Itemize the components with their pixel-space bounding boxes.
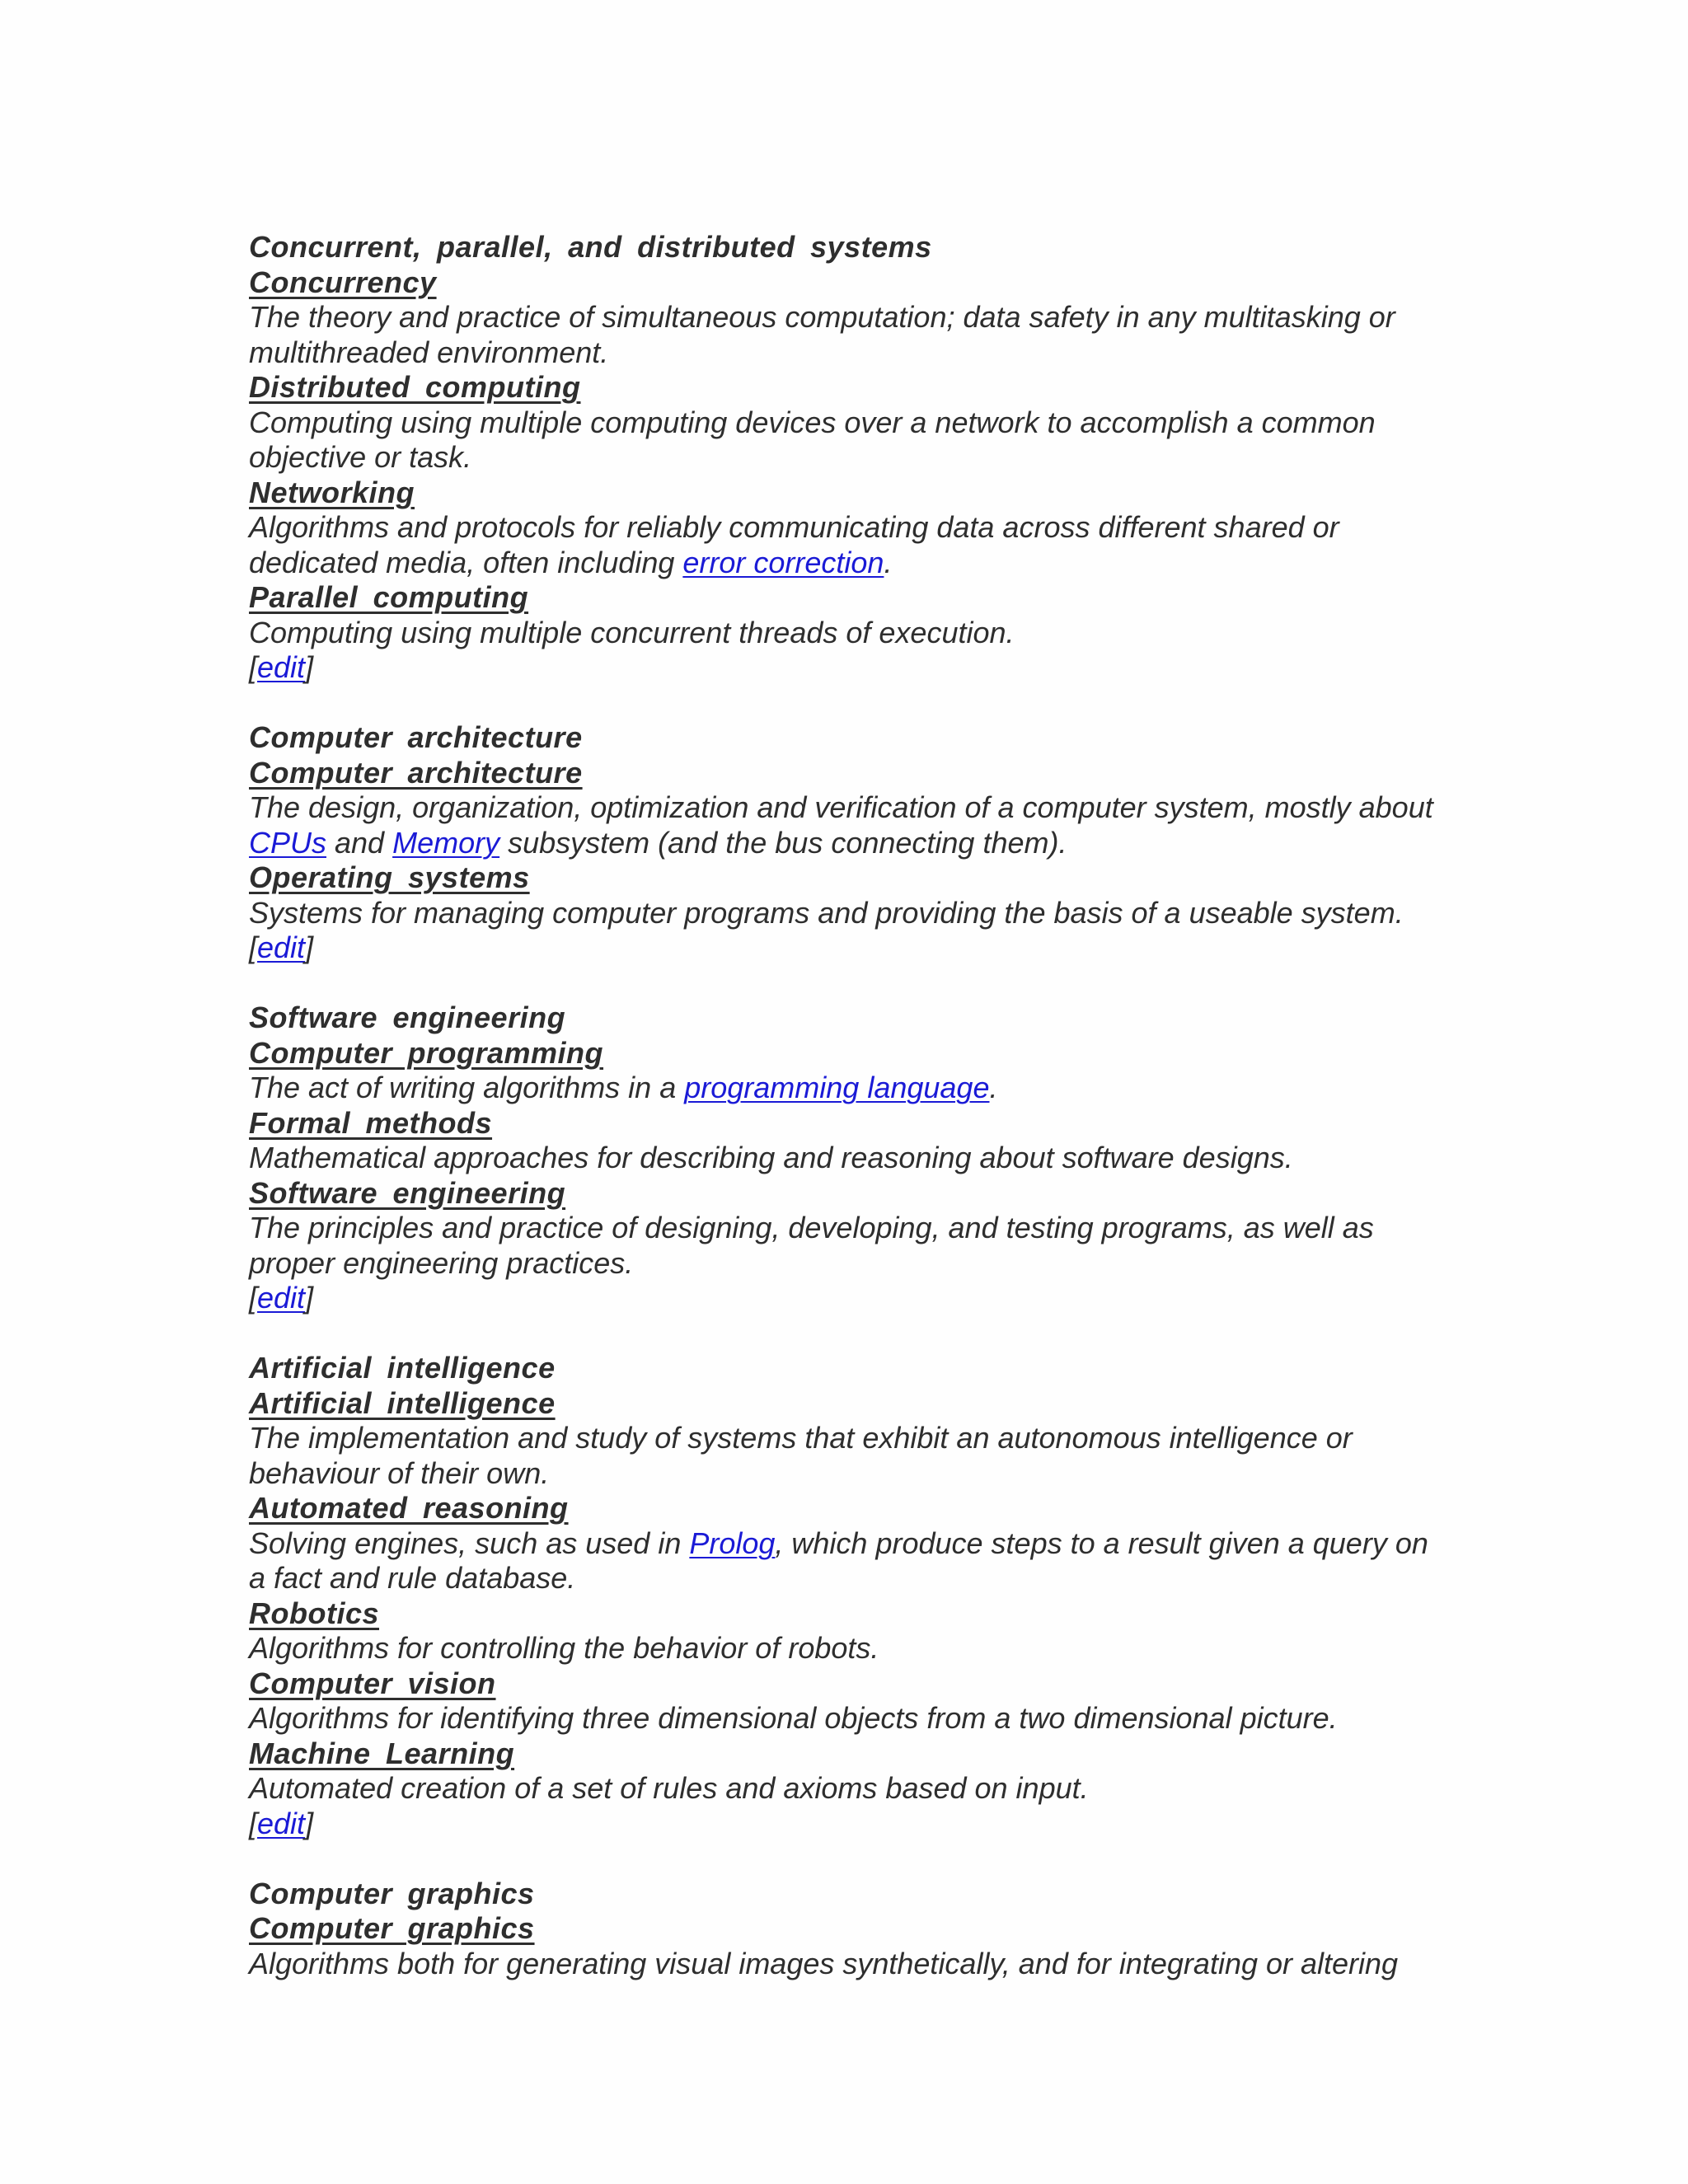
topic-description: Systems for managing computer programs and providing the basis of a useable system.	[249, 895, 1404, 930]
inline-link[interactable]: Prolog	[689, 1526, 776, 1560]
description-text: .	[884, 545, 893, 579]
topic-link[interactable]: Computer architecture	[249, 755, 583, 790]
edit-control	[249, 1807, 1452, 1842]
topic-description: The implementation and study of systems that exhibit an autonomous intelligence or behaviour of their own.	[249, 1421, 1353, 1490]
topic-description: Mathematical approaches for describing and reasoning about software designs.	[249, 1141, 1293, 1174]
topic-link[interactable]: Parallel computing	[249, 580, 529, 614]
bracket-close: ]	[305, 1281, 314, 1315]
edit-link[interactable]: edit	[257, 1806, 306, 1840]
inline-link[interactable]: Memory	[392, 825, 500, 860]
edit-control	[249, 650, 1452, 686]
topic-description: The theory and practice of simultaneous computation; data safety in any multitasking or multithreaded environment.	[249, 300, 1395, 369]
section-gap	[249, 966, 1452, 1001]
topic-link[interactable]: Automated reasoning	[249, 1491, 569, 1525]
topic-link[interactable]: Networking	[249, 475, 415, 509]
topic-link[interactable]: Software engineering	[249, 1175, 566, 1210]
inline-link[interactable]: programming language	[684, 1071, 990, 1104]
section-gap	[249, 1841, 1452, 1877]
bracket-close: ]	[305, 1806, 314, 1840]
description-text: The design, organization, optimization and verification of a computer system, mostly about	[249, 790, 1433, 824]
topic-link[interactable]: Computer programming	[249, 1035, 604, 1070]
section-heading: Computer architecture	[249, 720, 583, 754]
topic-description	[249, 790, 1452, 860]
topic-description: The principles and practice of designing, developing, and testing programs, as well as proper engineering practices.	[249, 1211, 1374, 1280]
section-heading: Computer graphics	[249, 1876, 535, 1910]
bracket-open: [	[249, 930, 258, 964]
description-text: .	[989, 1071, 998, 1104]
topic-link[interactable]: Computer vision	[249, 1666, 496, 1700]
topic-link[interactable]: Robotics	[249, 1596, 380, 1630]
description-text: and	[326, 825, 393, 860]
section-heading: Software engineering	[249, 1001, 566, 1034]
topic-link[interactable]: Formal methods	[249, 1105, 493, 1140]
inline-link[interactable]: error correction	[682, 545, 884, 579]
bracket-open: [	[249, 1806, 258, 1840]
section-gap	[249, 1316, 1452, 1352]
topic-link[interactable]: Machine Learning	[249, 1736, 515, 1770]
topic-link[interactable]: Distributed computing	[249, 370, 581, 404]
topic-link[interactable]: Operating systems	[249, 860, 530, 894]
topic-link[interactable]: Concurrency	[249, 265, 437, 299]
description-text: The act of writing algorithms in a	[249, 1071, 685, 1104]
description-text: Algorithms and protocols for reliably communicating data across different shared or dedicated media, often including	[249, 510, 1339, 579]
edit-control	[249, 1281, 1452, 1316]
edit-control	[249, 930, 1452, 966]
description-text: Solving engines, such as used in	[249, 1526, 690, 1560]
topic-description	[249, 1526, 1452, 1596]
section-heading: Concurrent, parallel, and distributed systems	[249, 230, 932, 264]
description-text: subsystem (and the bus connecting them).	[499, 825, 1067, 860]
description-text: , which produce steps to a result given a query on a fact and rule database.	[249, 1526, 1428, 1595]
topic-description: Algorithms for controlling the behavior of robots.	[249, 1631, 879, 1665]
topic-description	[249, 510, 1452, 580]
edit-link[interactable]: edit	[257, 650, 306, 684]
edit-link[interactable]: edit	[257, 1281, 306, 1315]
bracket-close: ]	[305, 650, 314, 684]
document-content	[249, 230, 1452, 1981]
topic-description: Algorithms both for generating visual images synthetically, and for integrating or altering	[249, 1946, 1399, 1980]
topic-description: Algorithms for identifying three dimensional objects from a two dimensional picture.	[249, 1701, 1338, 1735]
topic-link[interactable]: Artificial intelligence	[249, 1385, 556, 1420]
topic-description	[249, 1071, 1452, 1106]
bracket-open: [	[249, 1281, 258, 1315]
topic-description: Automated creation of a set of rules and axioms based on input.	[249, 1771, 1089, 1805]
section-gap	[249, 686, 1452, 721]
section-heading: Artificial intelligence	[249, 1351, 556, 1385]
topic-link[interactable]: Computer graphics	[249, 1911, 535, 1945]
bracket-open: [	[249, 650, 258, 684]
bracket-close: ]	[305, 930, 314, 964]
topic-description: Computing using multiple computing devices over a network to accomplish a common objective or task.	[249, 405, 1376, 474]
edit-link[interactable]: edit	[257, 930, 306, 964]
inline-link[interactable]: CPUs	[249, 825, 327, 860]
topic-description: Computing using multiple concurrent threads of execution.	[249, 615, 1015, 649]
